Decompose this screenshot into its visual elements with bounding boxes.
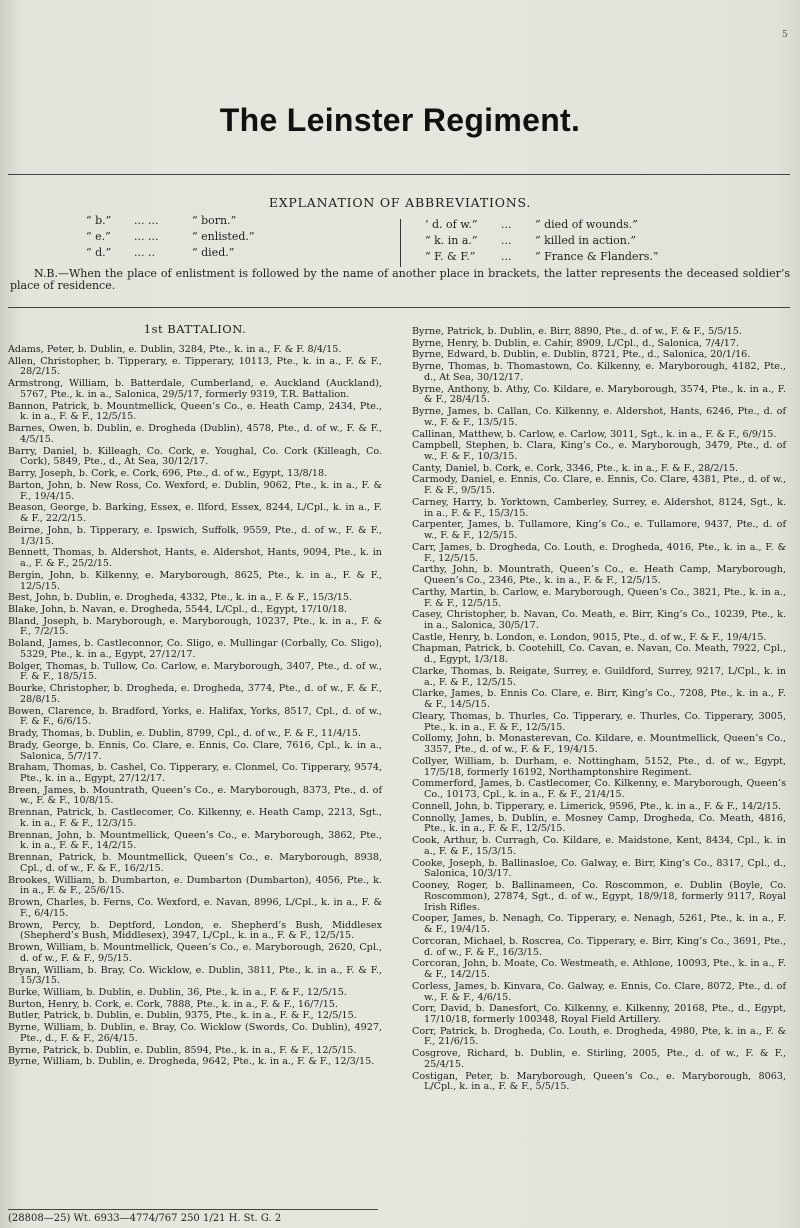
casualty-entry: Cleary, Thomas, b. Thurles, Co. Tipperary, e. Thurles, Co. Tipperary, 3005, Pte., k. in a., F. & F., 12/5/15. [412, 710, 786, 733]
abbreviations-divider [400, 219, 401, 267]
abbreviation-dots: ... [501, 218, 512, 231]
top-rule [8, 174, 790, 175]
casualty-entry: Corcoran, Michael, b. Roscrea, Co. Tipperary, e. Birr, King’s Co., 3691, Pte., d. of w., F. & F., 16/3/15. [412, 935, 786, 958]
abbreviation-key: “ d.” [86, 246, 112, 259]
roll-column-right [412, 327, 786, 1094]
casualty-entry: Barry, Daniel, b. Killeagh, Co. Cork, e. Youghal, Co. Cork (Killeagh, Co. Cork), 5849, Pte., d., At Sea, 30/12/17. [8, 445, 382, 468]
casualty-entry: Cosgrove, Richard, b. Dublin, e. Stirling, 2005, Pte., d. of w., F. & F., 25/4/15. [412, 1048, 786, 1070]
casualty-entry: Corcoran, John, b. Moate, Co. Westmeath, e. Athlone, 10093, Pte., k. in a., F. & F., 14/2/15. [412, 958, 786, 981]
casualty-entry: Brown, William, b. Mountmellick, Queen’s Co., e. Maryborough, 2620, Cpl., d. of w., F. & F., 9/5/15. [8, 942, 382, 964]
page-corner-mark: 5 [782, 30, 788, 40]
casualty-entry: Corr, David, b. Danesfort, Co. Kilkenny, e. Kilkenny, 20168, Pte., d., Egypt, 17/10/18, formerly 100348, Royal Field Artillery. [412, 1003, 786, 1025]
casualty-entry: Cooke, Joseph, b. Ballinasloe, Co. Galway, e. Birr, King’s Co., 8317, Cpl., d., Salonica, 10/3/17. [412, 857, 786, 880]
casualty-entry: Byrne, William, b. Dublin, e. Bray, Co. Wicklow (Swords, Co. Dublin), 4927, Pte., d., F. & F., 26/4/15. [8, 1022, 382, 1044]
casualty-entry: Barry, Joseph, b. Cork, e. Cork, 696, Pte., d. of w., Egypt, 13/8/18. [8, 468, 328, 480]
casualty-entry: Costigan, Peter, b. Maryborough, Queen’s Co., e. Maryborough, 8063, L/Cpl., k. in a., F. & F., 5/5/15. [412, 1070, 786, 1093]
abbreviations-heading: EXPLANATION OF ABBREVIATIONS. [268, 195, 532, 210]
casualty-entry: Carthy, Martin, b. Carlow, e. Maryborough, Queen’s Co., 3821, Pte., k. in a., F. & F., 12/5/15. [412, 586, 786, 609]
residence-note: N.B.—When the place of enlistment is followed by the name of another place in brackets, the latter represents the deceased soldier’s place of residence. [10, 267, 790, 292]
abbreviation-key: “ k. in a.” [425, 234, 478, 247]
casualty-entry: Barton, John, b. New Ross, Co. Wexford, e. Dublin, 9062, Pte., k. in a., F. & F., 19/4/15. [8, 479, 382, 502]
abbreviation-row [86, 213, 255, 229]
casualty-entry: Brennan, Patrick, b. Mountmellick, Queen’s Co., e. Maryborough, 8938, Cpl., d. of w., F. & F., 16/2/15. [8, 852, 382, 874]
casualty-entry: Clarke, Thomas, b. Reigate, Surrey, e. Guildford, Surrey, 9217, L/Cpl., k. in a., F. & F., 12/5/15. [412, 665, 786, 688]
casualty-entry: Bennett, Thomas, b. Aldershot, Hants, e. Aldershot, Hants, 9094, Pte., k. in a., F. & F., 25/2/15. [8, 547, 382, 570]
roll-column-left [8, 345, 382, 1069]
abbreviation-row [425, 249, 658, 265]
casualty-entry: Brady, George, b. Ennis, Co. Clare, e. Ennis, Co. Clare, 7616, Cpl., k. in a., Salonica, 5/7/17. [8, 739, 382, 762]
casualty-entry: Bergin, John, b. Kilkenny, e. Maryborough, 8625, Pte., k. in a., F. & F., 12/5/15. [8, 569, 382, 592]
abbreviation-dots: ... .. [134, 246, 155, 259]
abbreviation-meaning: “ born.” [192, 214, 237, 227]
middle-rule [8, 307, 790, 308]
casualty-entry: Brown, Percy, b. Deptford, London, e. Shepherd’s Bush, Middlesex (Shepherd’s Bush, Middlesex), 3947, L/Cpl., k. in a., F. & F., 12/5/15. [8, 919, 382, 942]
casualty-entry: Blake, John, b. Navan, e. Drogheda, 5544, L/Cpl., d., Egypt, 17/10/18. [8, 603, 347, 615]
casualty-entry: Brennan, Patrick, b. Castlecomer, Co. Kilkenny, e. Heath Camp, 2213, Sgt., k. in a., F. & F., 12/3/15. [8, 807, 382, 829]
casualty-entry: Best, John, b. Dublin, e. Drogheda, 4332, Pte., k. in a., F. & F., 15/3/15. [8, 592, 353, 604]
casualty-entry: Boland, James, b. Castleconnor, Co. Sligo, e. Mullingar (Corbally, Co. Sligo), 5329, Pte., k. in a., Egypt, 27/12/17. [8, 638, 382, 660]
casualty-entry: Bland, Joseph, b. Maryborough, e. Maryborough, 10237, Pte., k. in a., F. & F., 7/2/15. [8, 615, 382, 638]
casualty-entry: Burke, William, b. Dublin, e. Dublin, 36, Pte., k. in a., F. & F., 12/5/15. [8, 987, 347, 999]
casualty-entry: Cooney, Roger, b. Ballinameen, Co. Roscommon, e. Dublin (Boyle, Co. Roscommon), 27874, Sgt., d. of w., Egypt, 18/9/18, formerly 9117, Royal Irish Rifles. [412, 879, 786, 913]
casualty-entry: Carpenter, James, b. Tullamore, King’s Co., e. Tullamore, 9437, Pte., d. of w., F. & F., 12/5/15. [412, 519, 786, 542]
casualty-entry: Allen, Christopher, b. Tipperary, e. Tipperary, 10113, Pte., k. in a., F. & F., 28/2/15. [8, 355, 382, 378]
casualty-entry: Carthy, John, b. Mountrath, Queen’s Co., e. Heath Camp, Maryborough, Queen’s Co., 2346, Pte., k. in a., F. & F., 12/5/15. [412, 564, 786, 587]
casualty-entry: Butler, Patrick, b. Dublin, e. Dublin, 9375, Pte., k. in a., F. & F., 12/5/15. [8, 1010, 357, 1022]
abbreviation-row [86, 229, 255, 245]
casualty-entry: Byrne, Edward, b. Dublin, e. Dublin, 8721, Pte., d., Salonica, 20/1/16. [412, 349, 751, 361]
casualty-entry: Barnes, Owen, b. Dublin, e. Drogheda (Dublin), 4578, Pte., d. of w., F. & F., 4/5/15. [8, 423, 382, 445]
casualty-entry: Carney, Harry, b. Yorktown, Camberley, Surrey, e. Aldershot, 8124, Sgt., k. in a., F. & F., 15/3/15. [412, 496, 786, 519]
casualty-entry: Campbell, Stephen, b. Clara, King’s Co., e. Maryborough, 3479, Pte., d. of w., F. & F., 10/3/15. [412, 440, 786, 462]
casualty-entry: Canty, Daniel, b. Cork, e. Cork, 3346, Pte., k. in a., F. & F., 28/2/15. [412, 462, 739, 474]
abbreviations-left [86, 213, 255, 261]
abbreviation-dots: ... ... [134, 230, 159, 243]
casualty-entry: Connolly, James, b. Dublin, e. Mosney Camp, Drogheda, Co. Meath, 4816, Pte., k. in a., F. & F., 12/5/15. [412, 812, 786, 835]
casualty-entry: Callinan, Matthew, b. Carlow, e. Carlow, 3011, Sgt., k. in a., F. & F., 6/9/15. [412, 428, 777, 440]
casualty-entry: Bryan, William, b. Bray, Co. Wicklow, e. Dublin, 3811, Pte., k. in a., F. & F., 15/3/15. [8, 964, 382, 987]
casualty-entry: Byrne, Patrick, b. Dublin, e. Birr, 8890, Pte., d. of w., F. & F., 5/5/15. [412, 326, 742, 337]
abbreviation-dots: ... ... [134, 214, 159, 227]
abbreviation-dots: ... [501, 234, 512, 247]
casualty-entry: Casey, Christopher, b. Navan, Co. Meath, e. Birr, King’s Co., 10239, Pte., k. in a., Salonica, 30/5/17. [412, 609, 786, 632]
casualty-entry: Beirne, John, b. Tipperary, e. Ipswich, Suffolk, 9559, Pte., d. of w., F. & F., 1/3/15. [8, 524, 382, 547]
casualty-entry: Clarke, James, b. Ennis Co. Clare, e. Birr, King’s Co., 7208, Pte., k. in a., F. & F., 14/5/15. [412, 688, 786, 711]
abbreviation-dots: ... [501, 250, 512, 263]
casualty-entry: Castle, Henry, b. London, e. London, 9015, Pte., d. of w., F. & F., 19/4/15. [412, 631, 767, 643]
casualty-entry: Braham, Thomas, b. Cashel, Co. Tipperary, e. Clonmel, Co. Tipperary, 9574, Pte., k. in a., Egypt, 27/12/17. [8, 762, 382, 784]
casualty-entry: Carmody, Daniel, e. Ennis, Co. Clare, e. Ennis, Co. Clare, 4381, Pte., d. of w., F. & F., 9/5/15. [412, 474, 786, 497]
casualty-entry: Breen, James, b. Mountrath, Queen’s Co., e. Maryborough, 8373, Pte., d. of w., F. & F., 10/8/15. [8, 784, 382, 807]
casualty-entry: Brady, Thomas, b. Dublin, e. Dublin, 8799, Cpl., d. of w., F. & F., 11/4/15. [8, 728, 362, 740]
casualty-entry: Cooper, James, b. Nenagh, Co. Tipperary, e. Nenagh, 5261, Pte., k. in a., F. & F., 19/4/15. [412, 913, 786, 936]
abbreviation-key: “ b.” [86, 214, 112, 227]
abbreviation-meaning: “ enlisted.” [192, 230, 255, 243]
casualty-entry: Bourke, Christopher, b. Drogheda, e. Drogheda, 3774, Pte., d. of w., F. & F., 28/8/15. [8, 683, 382, 705]
casualty-entry: Collomy, John, b. Monasterevan, Co. Kildare, e. Mountmellick, Queen’s Co., 3357, Pte., d. of w., F. & F., 19/4/15. [412, 733, 786, 756]
casualty-entry: Chapman, Patrick, b. Cootehill, Co. Cavan, e. Navan, Co. Meath, 7922, Cpl., d., Egypt, 1/3/18. [412, 643, 786, 666]
casualty-entry: Byrne, Henry, b. Dublin, e. Cahir, 8909, L/Cpl., d., Salonica, 7/4/17. [412, 337, 740, 349]
casualty-entry: Corr, Patrick, b. Drogheda, Co. Louth, e. Drogheda, 4980, Pte, k. in a., F. & F., 21/6/15. [412, 1025, 786, 1048]
abbreviation-key: “ e.” [86, 230, 111, 243]
abbreviation-row [86, 245, 255, 261]
casualty-entry: Adams, Peter, b. Dublin, e. Dublin, 3284, Pte., k. in a., F. & F. 8/4/15. [8, 344, 342, 355]
casualty-entry: Byrne, Patrick, b. Dublin, e. Dublin, 8594, Pte., k. in a., F. & F., 12/5/15. [8, 1044, 357, 1056]
footer-rule [8, 1209, 378, 1210]
casualty-entry: Cook, Arthur, b. Curragh, Co. Kildare, e. Maidstone, Kent, 8434, Cpl., k. in a., F. & F., 15/3/15. [412, 835, 786, 857]
abbreviation-row [425, 233, 658, 249]
casualty-entry: Collyer, William, b. Durham, e. Nottingham, 5152, Pte., d. of w., Egypt, 17/5/18, formerly 16192, Northamptonshire Regiment. [412, 755, 786, 778]
casualty-entry: Brookes, William, b. Dumbarton, e. Dumbarton (Dumbarton), 4056, Pte., k. in a., F. & F., 25/6/15. [8, 874, 382, 897]
casualty-entry: Bowen, Clarence, b. Bradford, Yorks, e. Halifax, Yorks, 8517, Cpl., d. of w., F. & F., 6/6/15. [8, 705, 382, 728]
print-footer: (28808—25) Wt. 6933—4774/767 250 1/21 H. St. G. 2 [8, 1213, 282, 1224]
casualty-entry: Byrne, Anthony, b. Athy, Co. Kildare, e. Maryborough, 3574, Pte., k. in a., F. & F., 28/4/15. [412, 383, 786, 406]
casualty-entry: Corless, James, b. Kinvara, Co. Galway, e. Ennis, Co. Clare, 8072, Pte., d. of w., F. & F., 4/6/15. [412, 980, 786, 1003]
page-title: The Leinster Regiment. [219, 102, 581, 138]
casualty-entry: Byrne, William, b. Dublin, e. Drogheda, 9642, Pte., k. in a., F. & F., 12/3/15. [8, 1056, 375, 1068]
abbreviation-meaning: “ died.” [192, 246, 235, 259]
casualty-entry: Connell, John, b. Tipperary, e. Limerick, 9596, Pte., k. in a., F. & F., 14/2/15. [412, 800, 782, 812]
abbreviation-meaning: “ France & Flanders.” [535, 250, 659, 263]
abbreviations-right [425, 217, 658, 265]
battalion-heading: 1st BATTALION. [143, 322, 247, 336]
casualty-entry: Commerford, James, b. Castlecomer, Co. Kilkenny, e. Maryborough, Queen’s Co., 10173, Cpl., k. in a., F. & F., 21/4/15. [412, 778, 786, 801]
casualty-entry: Beason, George, b. Barking, Essex, e. Ilford, Essex, 8244, L/Cpl., k. in a., F. & F., 22/2/15. [8, 502, 382, 525]
abbreviation-key: “ F. & F.” [425, 250, 476, 263]
abbreviation-meaning: “ died of wounds.” [535, 218, 638, 231]
casualty-entry: Carr, James, b. Drogheda, Co. Louth, e. Drogheda, 4016, Pte., k. in a., F. & F., 12/5/15. [412, 541, 786, 564]
casualty-entry: Bolger, Thomas, b. Tullow, Co. Carlow, e. Maryborough, 3407, Pte., d. of w., F. & F., 18/5/15. [8, 660, 382, 683]
casualty-entry: Burton, Henry, b. Cork, e. Cork, 7888, Pte., k. in a., F. & F., 16/7/15. [8, 998, 338, 1010]
casualty-entry: Armstrong, William, b. Batterdale, Cumberland, e. Auckland (Auckland), 5767, Pte., k. in a., Salonica, 29/5/17, formerly 9319, T.R. Battalion. [8, 378, 382, 400]
abbreviation-row [425, 217, 658, 233]
casualty-entry: Brennan, John, b. Mountmellick, Queen’s Co., e. Maryborough, 3862, Pte., k. in a., F. & F., 14/2/15. [8, 829, 382, 852]
abbreviation-key: ‘ d. of w.” [425, 218, 478, 231]
abbreviation-meaning: “ killed in action.” [535, 234, 636, 247]
casualty-entry: Byrne, James, b. Callan, Co. Kilkenny, e. Aldershot, Hants, 6246, Pte., d. of w., F. & F., 13/5/15. [412, 406, 786, 428]
casualty-entry: Brown, Charles, b. Ferns, Co. Wexford, e. Navan, 8996, L/Cpl., k. in a., F. & F., 6/4/15. [8, 897, 382, 919]
casualty-entry: Byrne, Thomas, b. Thomastown, Co. Kilkenny, e. Maryborough, 4182, Pte., d., At Sea, 30/12/17. [412, 361, 786, 383]
casualty-entry: Bannon, Patrick, b. Mountmellick, Queen’s Co., e. Heath Camp, 2434, Pte., k. in a., F. & F., 12/5/15. [8, 400, 382, 423]
